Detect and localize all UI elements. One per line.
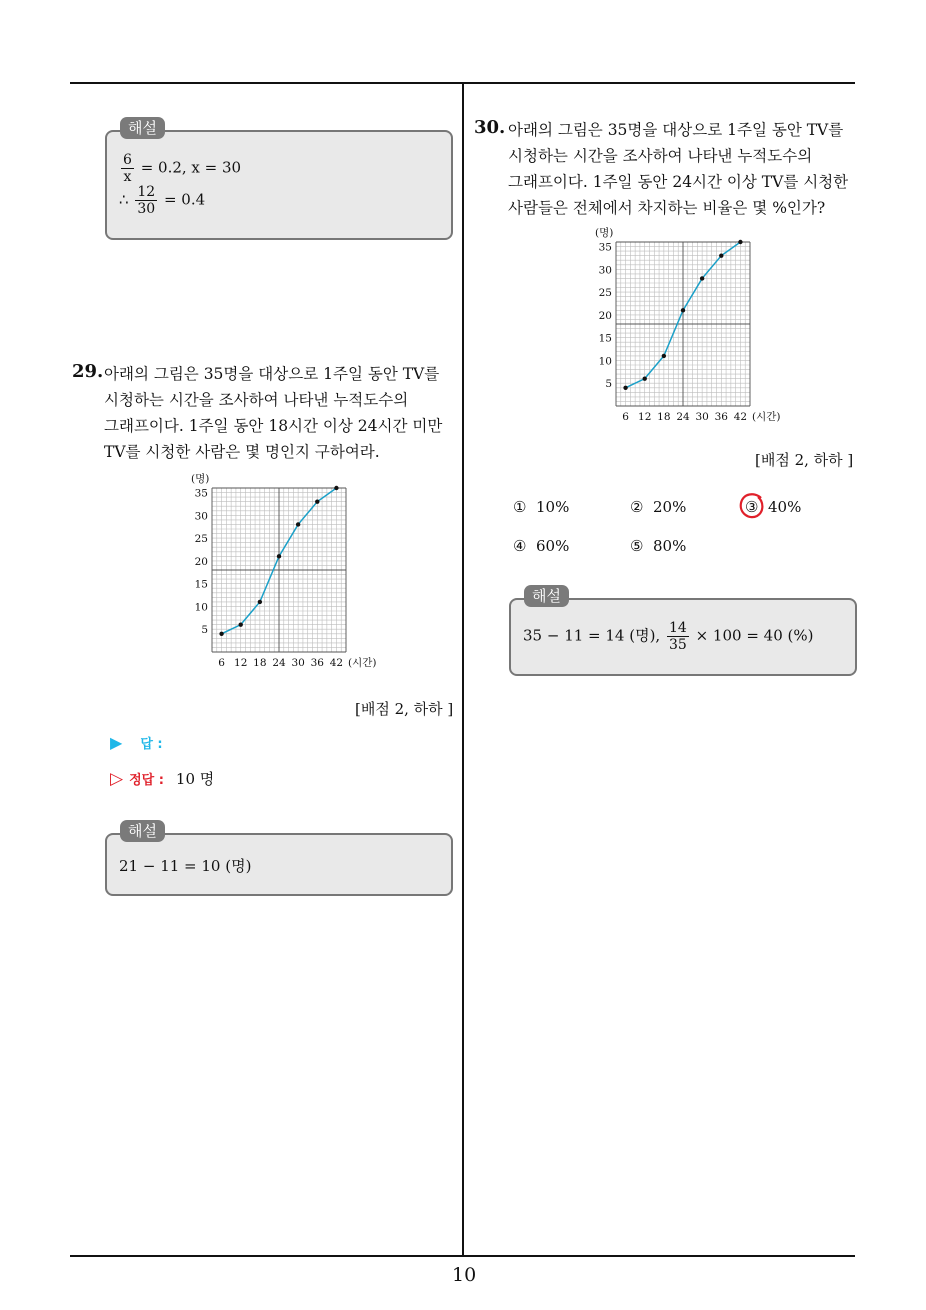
data-point <box>334 486 338 490</box>
solution-tag: 해설 <box>120 117 165 139</box>
choice-mark: ① <box>513 498 527 516</box>
y-tick-label: 35 <box>194 487 208 500</box>
data-point <box>662 354 666 358</box>
choice-4[interactable] <box>513 537 569 555</box>
selected-answer-circle <box>737 491 767 523</box>
solution-box-28 <box>105 130 453 240</box>
x-tick-label: 18 <box>253 657 267 669</box>
page-number: 10 <box>452 1264 477 1286</box>
score-difficulty: [배점 2, 하하 ] <box>755 451 854 469</box>
question-number: 29. <box>72 361 104 382</box>
x-tick-label: 24 <box>272 657 286 669</box>
x-tick-label: 42 <box>329 657 344 669</box>
y-tick-label: 5 <box>201 624 208 637</box>
solution-line: 35 − 11 = 14 (명), $\frac{14}{35}$ × 100 = 40 (%) <box>523 620 814 653</box>
x-tick-label: 30 <box>695 411 709 423</box>
answer-arrow-icon: ▶ <box>110 733 123 752</box>
question-text-line: 그래프이다. 1주일 동안 24시간 이상 TV를 시청한 <box>508 173 849 191</box>
score-difficulty: [배점 2, 하하 ] <box>355 700 454 718</box>
bottom-rule <box>70 1255 855 1257</box>
x-tick-label: 12 <box>234 657 248 669</box>
x-tick-label: 12 <box>638 411 652 423</box>
y-tick-label: 10 <box>598 355 612 368</box>
data-point <box>277 554 281 558</box>
question-text-line: 아래의 그림은 35명을 대상으로 1주일 동안 TV를 <box>508 121 844 139</box>
correct-answer-row <box>110 768 214 789</box>
x-tick-label: 6 <box>622 411 629 423</box>
answer-label: 답 : <box>140 737 163 752</box>
y-tick-label: 30 <box>598 264 612 277</box>
x-tick-label: 30 <box>291 657 305 669</box>
solution-line-1: $\frac{6}{x}$ = 0.2, x = 30 <box>123 152 242 185</box>
grid <box>212 488 346 652</box>
solution-tag: 해설 <box>524 585 569 607</box>
choice-text: 20% <box>653 498 687 516</box>
y-tick-label: 20 <box>598 309 612 322</box>
fraction: $\frac{6}{x}$ <box>123 152 132 185</box>
y-tick-label: 30 <box>194 510 208 523</box>
question-text-line: TV를 시청한 사람은 몇 명인지 구하여라. <box>104 443 380 461</box>
choice-mark: ② <box>630 498 644 516</box>
choice-mark: ④ <box>513 537 527 555</box>
choice-text: 40% <box>768 498 802 516</box>
correct-answer-label: 정답 : <box>129 773 164 788</box>
choice-mark: ⑤ <box>630 537 644 555</box>
data-point <box>738 240 742 244</box>
x-axis-label: (시간) <box>752 411 781 423</box>
correct-arrow-icon: ▷ <box>110 768 124 789</box>
solution-box-29 <box>105 833 453 896</box>
answer-row <box>110 733 163 752</box>
choice-text: 60% <box>536 537 570 555</box>
x-tick-label: 36 <box>714 411 728 423</box>
solution-box-30 <box>509 598 857 676</box>
cumulative-frequency-chart <box>589 224 789 429</box>
data-point <box>719 253 723 257</box>
choice-text: 80% <box>653 537 687 555</box>
x-tick-label: 24 <box>676 411 690 423</box>
y-tick-label: 5 <box>605 378 612 391</box>
grid <box>616 242 750 406</box>
data-point <box>623 386 627 390</box>
choice-2[interactable] <box>630 498 686 516</box>
y-tick-label: 35 <box>598 241 612 254</box>
question-text-line: 시청하는 시간을 조사하여 나타낸 누적도수의 <box>104 391 409 409</box>
data-point <box>219 632 223 636</box>
data-point <box>643 376 647 380</box>
solution-line-2: ∴ $\frac{12}{30}$ = 0.4 <box>119 184 206 217</box>
data-point <box>315 499 319 503</box>
y-tick-label: 25 <box>598 287 612 300</box>
choice-mark: ③ <box>745 498 759 516</box>
y-tick-label: 25 <box>194 533 208 546</box>
x-tick-label: 18 <box>657 411 671 423</box>
solution-tag: 해설 <box>120 820 165 842</box>
question-number: 30. <box>474 117 506 138</box>
choice-text: 10% <box>536 498 570 516</box>
y-tick-label: 10 <box>194 601 208 614</box>
y-tick-label: 20 <box>194 555 208 568</box>
data-point <box>258 600 262 604</box>
x-tick-label: 36 <box>310 657 324 669</box>
x-tick-label: 6 <box>218 657 225 669</box>
choice-5[interactable] <box>630 537 686 555</box>
y-axis-label: (명) <box>191 473 210 485</box>
data-point <box>296 522 300 526</box>
question-text-line: 시청하는 시간을 조사하여 나타낸 누적도수의 <box>508 147 813 165</box>
question-text-line: 그래프이다. 1주일 동안 18시간 이상 24시간 미만 <box>104 417 443 435</box>
fraction: $\frac{14}{35}$ <box>668 620 687 653</box>
x-axis-label: (시간) <box>348 657 377 669</box>
data-point <box>681 308 685 312</box>
data-point <box>239 622 243 626</box>
column-divider <box>462 84 464 1257</box>
cumulative-frequency-chart <box>185 470 385 675</box>
solution-line: 21 − 11 = 10 (명) <box>119 857 252 875</box>
y-axis-label: (명) <box>595 227 614 239</box>
fraction: $\frac{12}{30}$ <box>137 184 156 217</box>
y-tick-label: 15 <box>598 332 612 345</box>
question-text-line: 아래의 그림은 35명을 대상으로 1주일 동안 TV를 <box>104 365 440 383</box>
y-tick-label: 15 <box>194 578 208 591</box>
data-point <box>700 276 704 280</box>
x-tick-label: 42 <box>733 411 748 423</box>
question-text-line: 사람들은 전체에서 차지하는 비율은 몇 %인가? <box>508 199 826 217</box>
choice-1[interactable] <box>513 498 569 516</box>
correct-answer-value: 10 명 <box>175 770 215 788</box>
